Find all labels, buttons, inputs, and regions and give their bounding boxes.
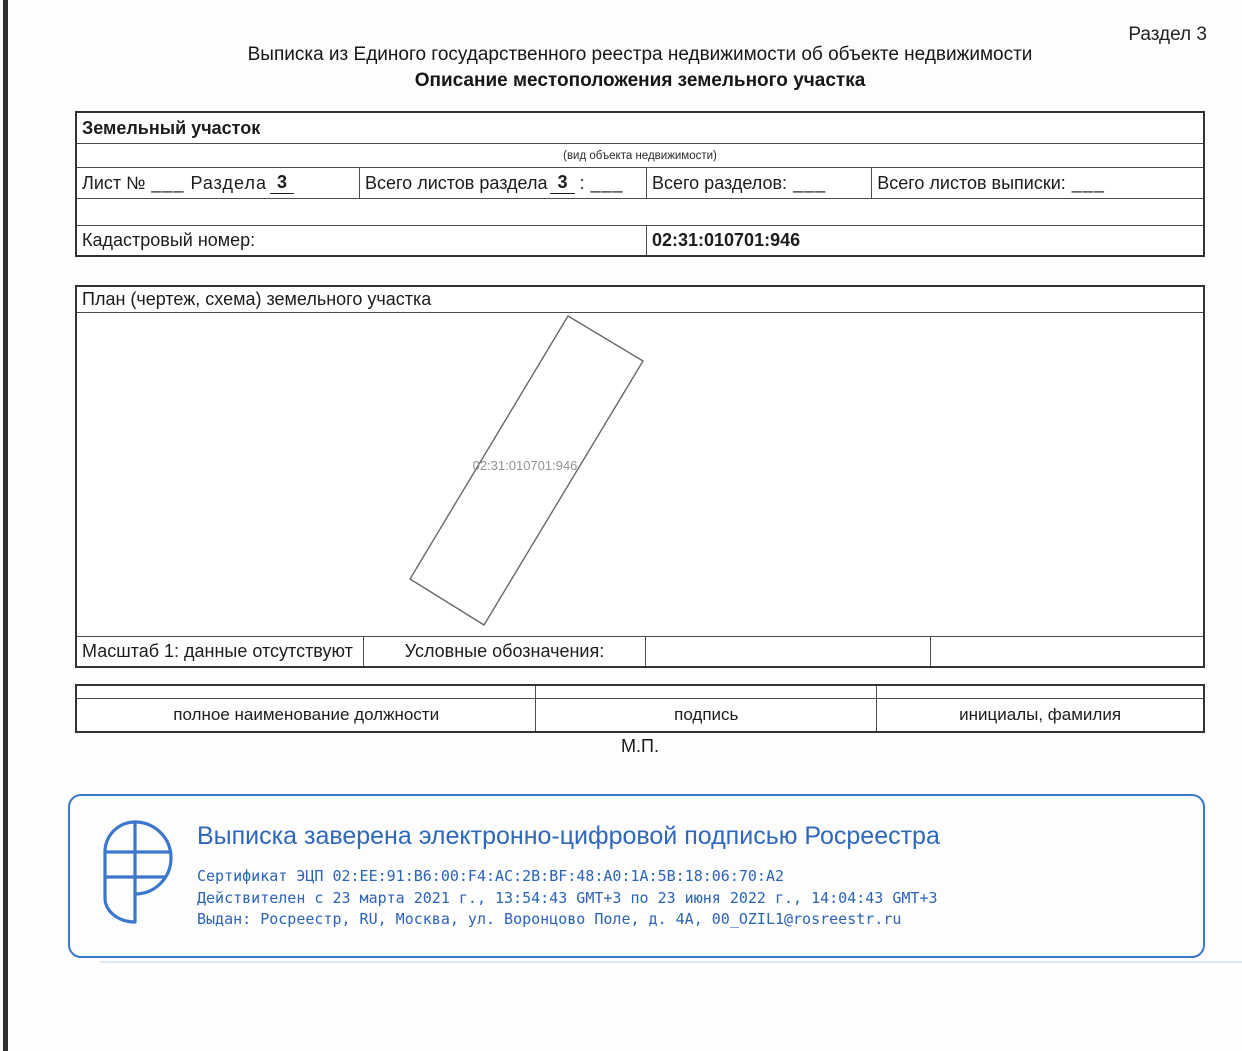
signature-table [75,684,1205,733]
plan-section [75,285,1205,668]
cadastral-value-cell [646,226,1203,255]
object-info-table [75,111,1205,257]
position-title-cell [77,699,535,731]
legend-label: Условные обозначения: [404,641,605,661]
extract-sheets-total-cell [871,168,1203,198]
page-bottom-divider [100,961,1242,963]
stamp-place-label: М.П. [621,736,659,756]
signature-blank-cell-1 [77,686,535,698]
sheet-number-cell [77,168,359,198]
section-number-value: 3 [270,172,294,194]
extract-sheets-total-blank: ___ [1071,172,1105,193]
signature-label: подпись [674,705,739,724]
plan-header-label: План (чертеж, схема) земельного участка [82,289,432,309]
object-type-row [77,113,1203,143]
extract-sheets-total-label: Всего листов выписки: [877,172,1066,193]
section-sheets-total-label: Всего листов раздела [365,172,548,193]
section-sheets-total-blank: ___ [590,172,624,193]
initials-cell [876,699,1203,731]
plan-header [77,287,1203,313]
signature-blank-row [77,686,1203,698]
parcel-outline-drawing [77,313,1205,635]
document-title-line2: Описание местоположения земельного участка [414,70,866,91]
signature-blank-cell-3 [876,686,1203,698]
plan-footer-row [77,636,1203,666]
object-type-value: Земельный участок [82,117,261,138]
legend-cell [363,637,645,666]
cadastral-label: Кадастровый номер: [82,230,256,250]
cadastral-label-cell [77,226,646,255]
legend-empty-cell-1 [645,637,930,666]
rosreestr-logo-icon [103,818,173,925]
section-of-label: Раздела [190,172,267,193]
scale-cell [77,637,363,666]
cadastral-number-row [77,225,1203,255]
document-title [75,43,1205,93]
signature-labels-row [77,698,1203,731]
parcel-cadastral-label: 02:31:010701:946 [472,458,578,473]
plan-drawing-area [77,313,1203,636]
initials-label: инициалы, фамилия [959,705,1122,724]
object-type-hint-row [77,143,1203,167]
sheet-number-blank: ___ [151,172,185,193]
object-type-hint: (вид объекта недвижимости) [563,149,717,162]
sections-total-label: Всего разделов: [651,172,788,193]
section-sheets-total-cell [359,168,646,198]
sheet-label: Лист № [82,172,146,193]
legend-empty-cell-2 [930,637,1203,666]
scale-label: Масштаб 1: данные отсутствуют [82,641,353,661]
position-title-label: полное наименование должности [173,705,440,724]
digital-signature-box [68,794,1205,958]
certificate-text-block [197,796,940,956]
certificate-issuer-line: Выдан: Росреестр, RU, Москва, ул. Воронцово Поле, д. 4А, 00_OZIL1@rosreestr.ru [197,910,902,928]
certificate-title: Выписка заверена электронно-цифровой подписью Росреестра [197,822,940,850]
section-sheets-total-colon: : [579,172,585,193]
signature-cell [535,699,876,731]
sections-total-cell [646,168,871,198]
cadastral-value: 02:31:010701:946 [651,230,801,250]
certificate-serial-line: Сертификат ЭЦП 02:EE:91:B6:00:F4:AC:2B:BF:48:A0:1A:5B:18:06:70:A2 [197,867,784,885]
section-label: Раздел 3 [1128,24,1207,45]
sections-total-blank: ___ [793,172,827,193]
certificate-validity-line: Действителен с 23 марта 2021 г., 13:54:43 GMT+3 по 23 июня 2022 г., 14:04:43 GMT+3 [197,888,938,907]
signature-blank-cell-2 [535,686,876,698]
section-sheets-total-value: 3 [550,172,574,194]
empty-spacer-row [77,198,1203,225]
page-left-edge-bar [3,0,8,1051]
sheet-counters-row [77,167,1203,198]
document-title-line1: Выписка из Единого государственного реестра недвижимости об объекте недвижимости [247,44,1033,65]
